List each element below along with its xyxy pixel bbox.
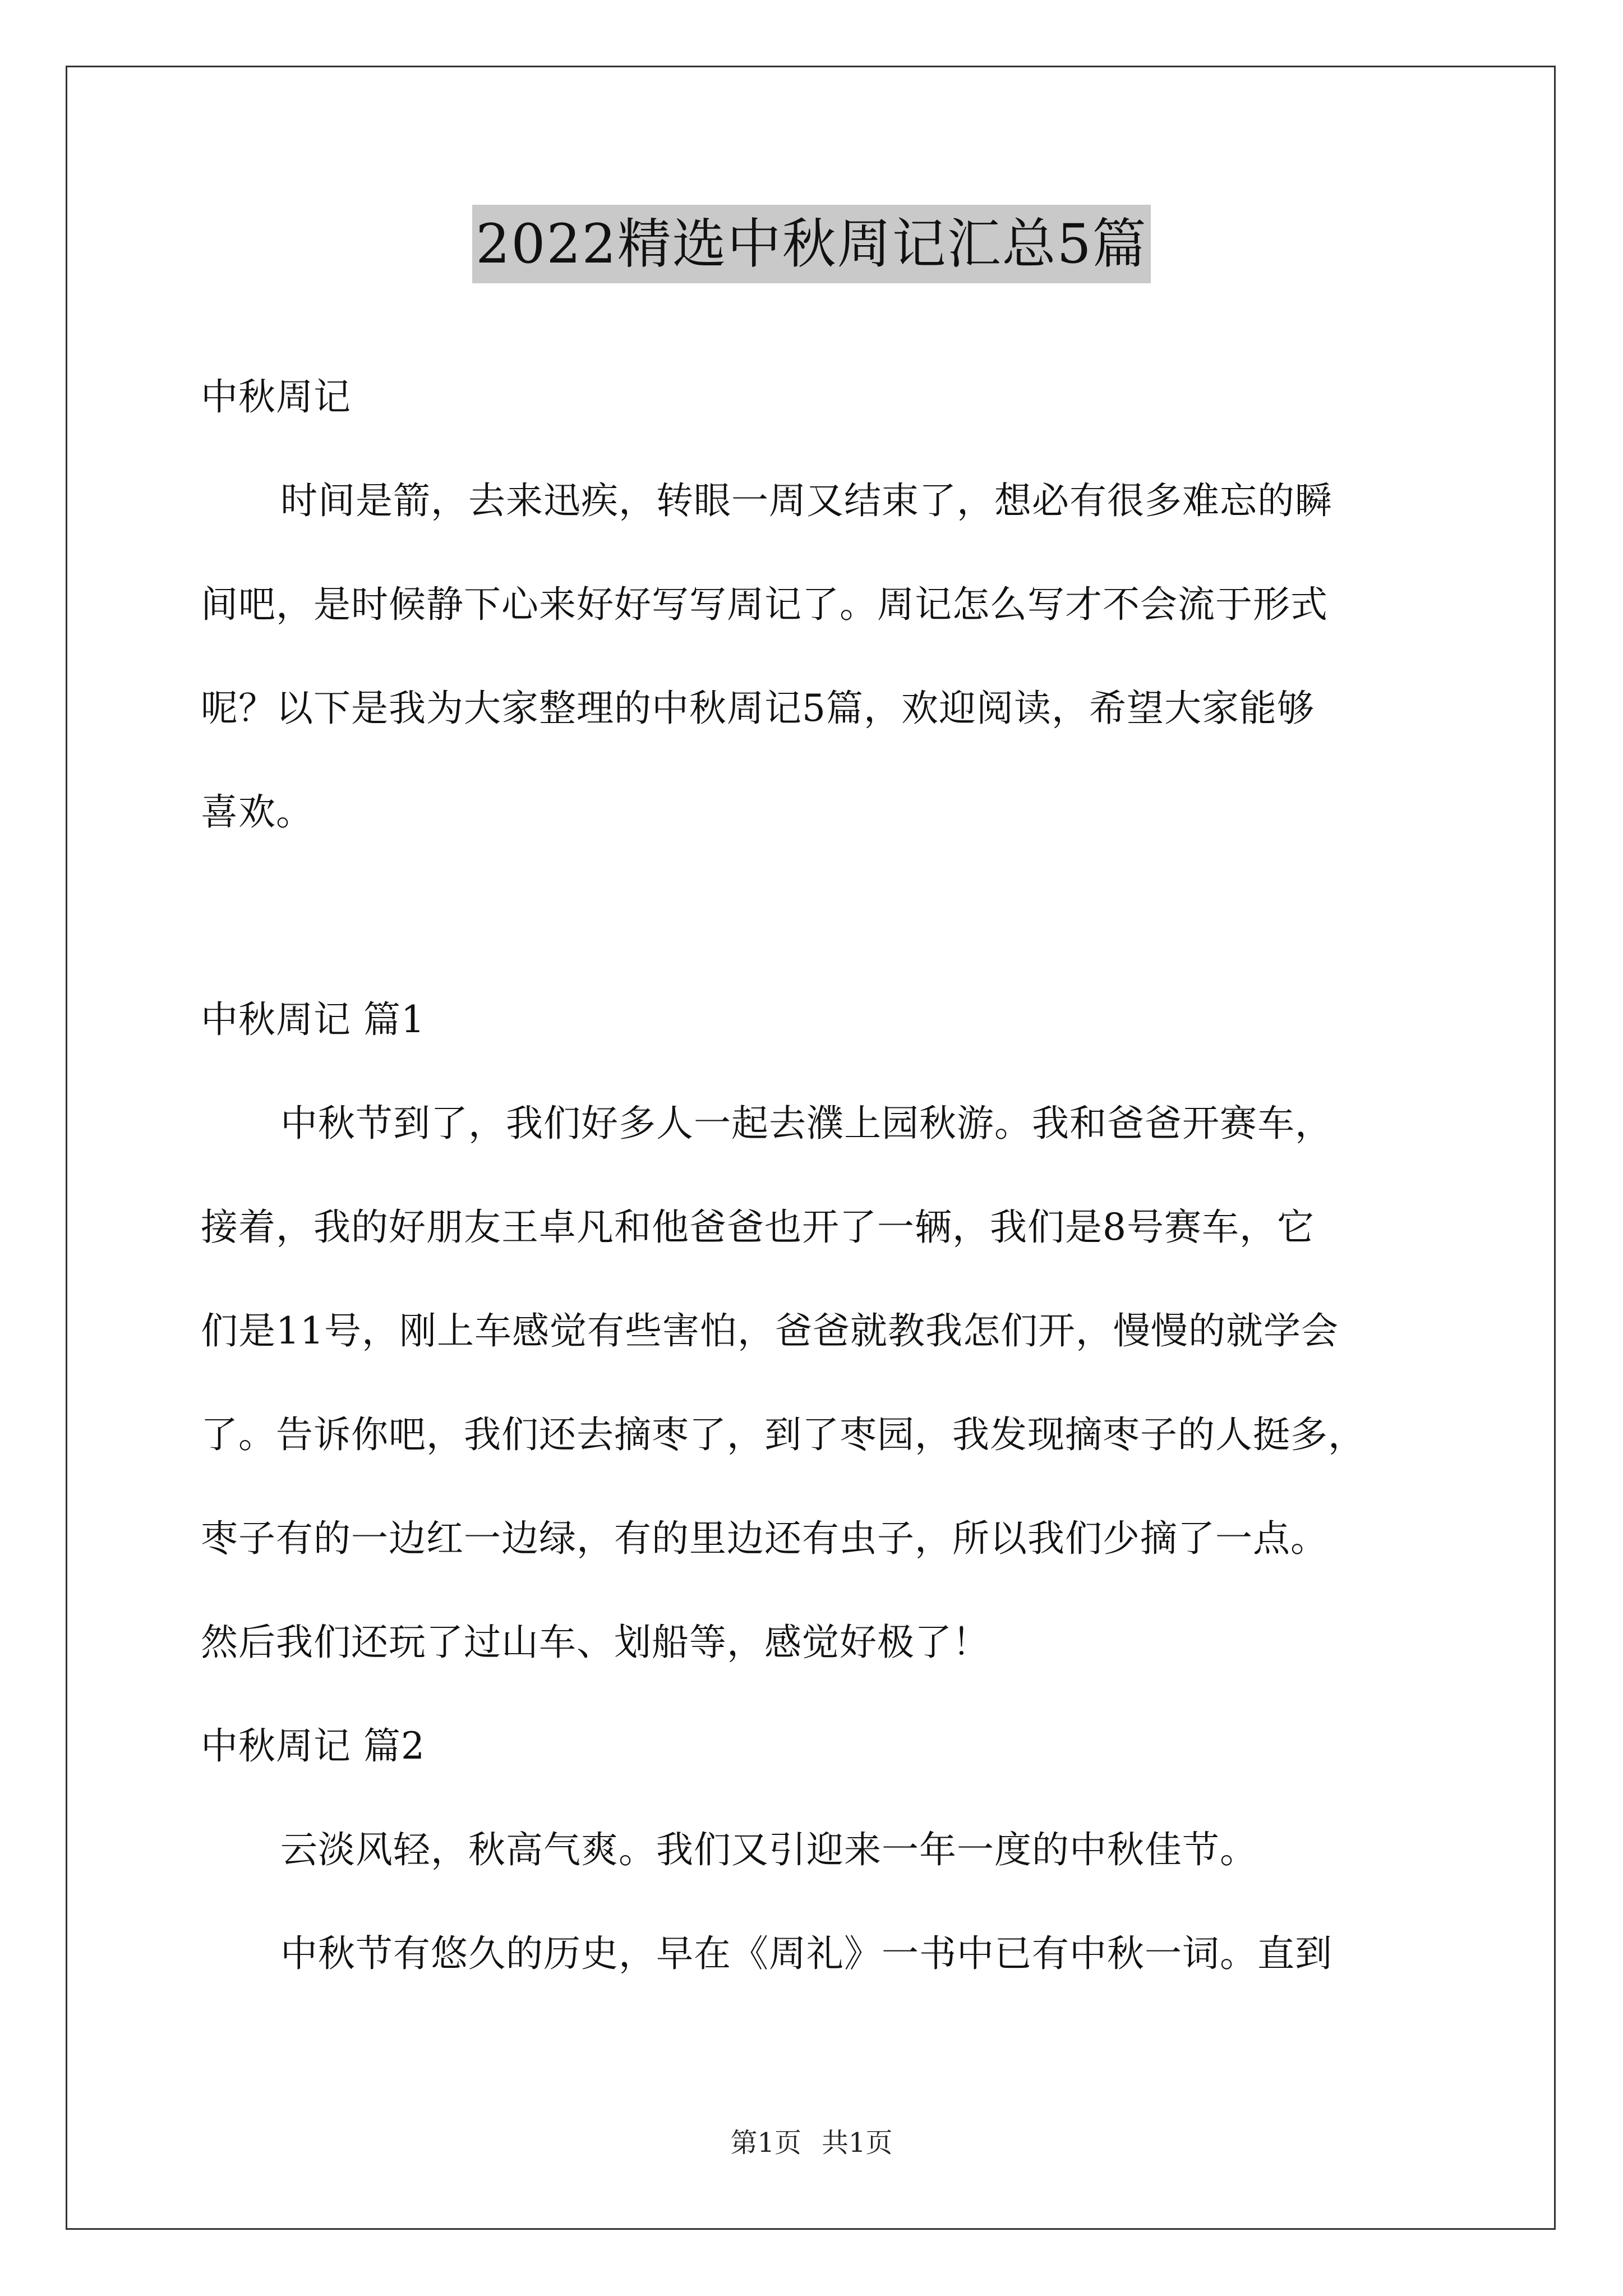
paragraph-line: 呢？以下是我为大家整理的中秋周记5篇，欢迎阅读，希望大家能够 [201,687,1315,730]
page-total: 共1页 [822,2127,893,2159]
section-heading-1: 中秋周记 篇1 [201,998,425,1041]
blank-line [201,864,1435,968]
paragraph-line: 中秋节到了，我们好多人一起去濮上园秋游。我和爸爸开赛车， [280,1102,1332,1145]
paragraph-line: 了。告诉你吧，我们还去摘枣了，到了枣园，我发现摘枣子的人挺多， [201,1413,1366,1456]
paragraph-line: 们是11号，刚上车感觉有些害怕，爸爸就教我怎们开，慢慢的就学会 [201,1309,1339,1352]
paragraph-line: 枣子有的一边红一边绿，有的里边还有虫子，所以我们少摘了一点。 [201,1517,1328,1560]
paragraph-line: 云淡风轻，秋高气爽。我们又引迎来一年一度的中秋佳节。 [280,1828,1257,1871]
paragraph-line: 接着，我的好朋友王卓凡和他爸爸也开了一辆，我们是8号赛车，它 [201,1205,1315,1249]
section-heading-intro: 中秋周记 [201,375,351,418]
document-title: 2022精选中秋周记汇总5篇 [472,205,1150,283]
section-heading-2: 中秋周记 篇2 [201,1724,425,1768]
paragraph-line: 然后我们还玩了过山车、划船等，感觉好极了！ [201,1621,990,1664]
page-number: 第1页 [730,2127,801,2159]
paragraph-line: 喜欢。 [201,790,313,834]
paragraph-line: 时间是箭，去来迅疾，转眼一周又结束了，想必有很多难忘的瞬 [280,479,1332,522]
paragraph-line: 中秋节有悠久的历史，早在《周礼》一书中已有中秋一词。直到 [280,1932,1332,1975]
page-footer [0,2126,1623,2160]
title-container [0,205,1623,283]
document-body [201,345,1435,2005]
paragraph-line: 间吧，是时候静下心来好好写写周记了。周记怎么写才不会流于形式 [201,583,1328,626]
